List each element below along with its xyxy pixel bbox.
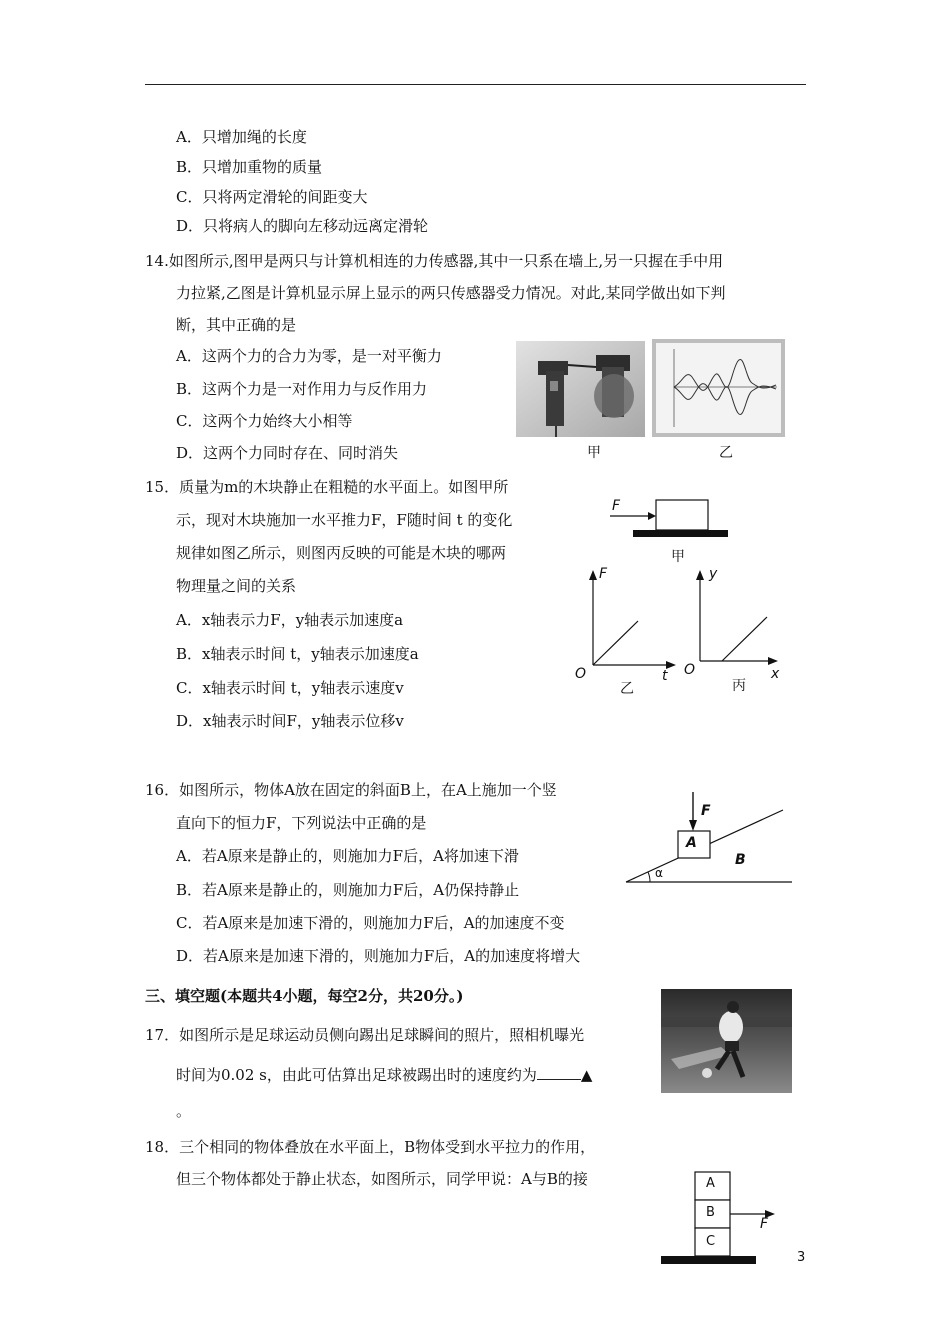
q16-stem-line1: 16．如图所示，物体A放在固定的斜面B上，在A上施加一个竖 bbox=[145, 781, 557, 799]
q14-stem-line1: 14.如图所示,图甲是两只与计算机相连的力传感器,其中一只系在墙上,另一只握在手中用 bbox=[145, 252, 724, 270]
q14-stem-line3: 断，其中正确的是 bbox=[176, 316, 297, 334]
q18-block-b-label: B bbox=[706, 1205, 715, 1220]
q16-option-d: D．若A原来是加速下滑的，则施加力F后，A的加速度将增大 bbox=[176, 947, 581, 965]
q15-graph-yi-origin: O bbox=[575, 666, 587, 682]
q18-force-label: F bbox=[760, 1216, 769, 1232]
q18-stem-line2: 但三个物体都处于静止状态，如图所示，同学甲说：A与B的接 bbox=[176, 1170, 588, 1188]
q17-blank-mark: ▲ bbox=[580, 1066, 593, 1084]
q15-caption-jia: 甲 bbox=[671, 549, 685, 565]
sensor-graph-screen bbox=[652, 339, 785, 437]
q15-graph-bing bbox=[690, 568, 790, 672]
header-rule bbox=[145, 84, 806, 85]
q15-option-d: D．x轴表示时间F，y轴表示位移v bbox=[176, 712, 404, 730]
q15-graph-bing-origin: O bbox=[684, 662, 696, 678]
q16-block-a-label: A bbox=[686, 835, 697, 851]
q15-option-c: C．x轴表示时间 t，y轴表示速度v bbox=[176, 679, 404, 697]
q15-graph-yi-caption: 乙 bbox=[620, 681, 634, 697]
q18-stem-line1: 18．三个相同的物体叠放在水平面上，B物体受到水平拉力的作用， bbox=[145, 1138, 596, 1156]
q17-stem-line2 bbox=[176, 1064, 592, 1085]
q16-angle-label: α bbox=[655, 866, 663, 880]
q17-answer-blank bbox=[537, 1065, 581, 1080]
q17-stem-line1: 17．如图所示是足球运动员侧向踢出足球瞬间的照片，照相机曝光 bbox=[145, 1026, 585, 1044]
q13-option-a: A．只增加绳的长度 bbox=[176, 128, 307, 146]
q17-stem-line3: 。 bbox=[176, 1102, 192, 1120]
q16-option-c: C．若A原来是加速下滑的，则施加力F后，A的加速度不变 bbox=[176, 914, 565, 932]
q14-stem-line2: 力拉紧,乙图是计算机显示屏上显示的两只传感器受力情况。对此,某同学做出如下判 bbox=[176, 284, 726, 302]
q15-stem-line3: 规律如图乙所示，则图丙反映的可能是木块的哪两 bbox=[176, 544, 507, 562]
q15-graph-bing-x-axis: x bbox=[771, 666, 780, 682]
q13-option-b: B．只增加重物的质量 bbox=[176, 158, 323, 176]
q16-incline-b-label: B bbox=[735, 852, 746, 868]
q16-option-a: A．若A原来是静止的，则施加力F后，A将加速下滑 bbox=[176, 847, 519, 865]
q13-option-d: D．只将病人的脚向左移动远离定滑轮 bbox=[176, 217, 429, 235]
force-sensor-photo bbox=[516, 341, 645, 437]
football-player-photo bbox=[661, 989, 792, 1093]
q14-option-b: B．这两个力是一对作用力与反作用力 bbox=[176, 380, 428, 398]
q15-graph-yi-x-axis: t bbox=[662, 668, 668, 684]
page-number: 3 bbox=[797, 1250, 806, 1265]
q15-stem-line2: 示，现对木块施加一水平推力F，F随时间 t 的变化 bbox=[176, 511, 513, 529]
q15-option-a: A．x轴表示力F，y轴表示加速度a bbox=[176, 611, 404, 629]
q16-option-b: B．若A原来是静止的，则施加力F后，A仍保持静止 bbox=[176, 881, 520, 899]
q15-graph-bing-y-axis: y bbox=[709, 566, 718, 582]
q15-stem-line1: 15．质量为m的木块静止在粗糙的水平面上。如图甲所 bbox=[145, 478, 509, 496]
q14-option-c: C．这两个力始终大小相等 bbox=[176, 412, 353, 430]
q15-block-figure bbox=[600, 495, 740, 545]
q14-caption-jia: 甲 bbox=[587, 445, 601, 461]
q16-force-label: F bbox=[701, 803, 711, 819]
q15-graph-yi-y-axis: F bbox=[599, 566, 608, 582]
q17-stem-text: 时间为0.02 s，由此可估算出足球被踢出时的速度约为 bbox=[176, 1066, 537, 1084]
q14-caption-yi: 乙 bbox=[719, 445, 733, 461]
q15-force-label: F bbox=[612, 498, 621, 514]
q14-option-a: A．这两个力的合力为零，是一对平衡力 bbox=[176, 347, 442, 365]
section3-title: 三、填空题(本题共4小题，每空2分，共20分。) bbox=[145, 987, 464, 1005]
q15-option-b: B．x轴表示时间 t，y轴表示加速度a bbox=[176, 645, 419, 663]
q15-graph-bing-caption: 丙 bbox=[732, 678, 746, 694]
q18-block-c-label: C bbox=[706, 1234, 716, 1249]
q13-option-c: C．只将两定滑轮的间距变大 bbox=[176, 188, 368, 206]
q18-block-a-label: A bbox=[706, 1176, 715, 1191]
q16-stem-line2: 直向下的恒力F，下列说法中正确的是 bbox=[176, 814, 427, 832]
q15-stem-line4: 物理量之间的关系 bbox=[176, 577, 297, 595]
q14-option-d: D．这两个力同时存在、同时消失 bbox=[176, 444, 399, 462]
q15-graph-yi bbox=[580, 568, 680, 672]
